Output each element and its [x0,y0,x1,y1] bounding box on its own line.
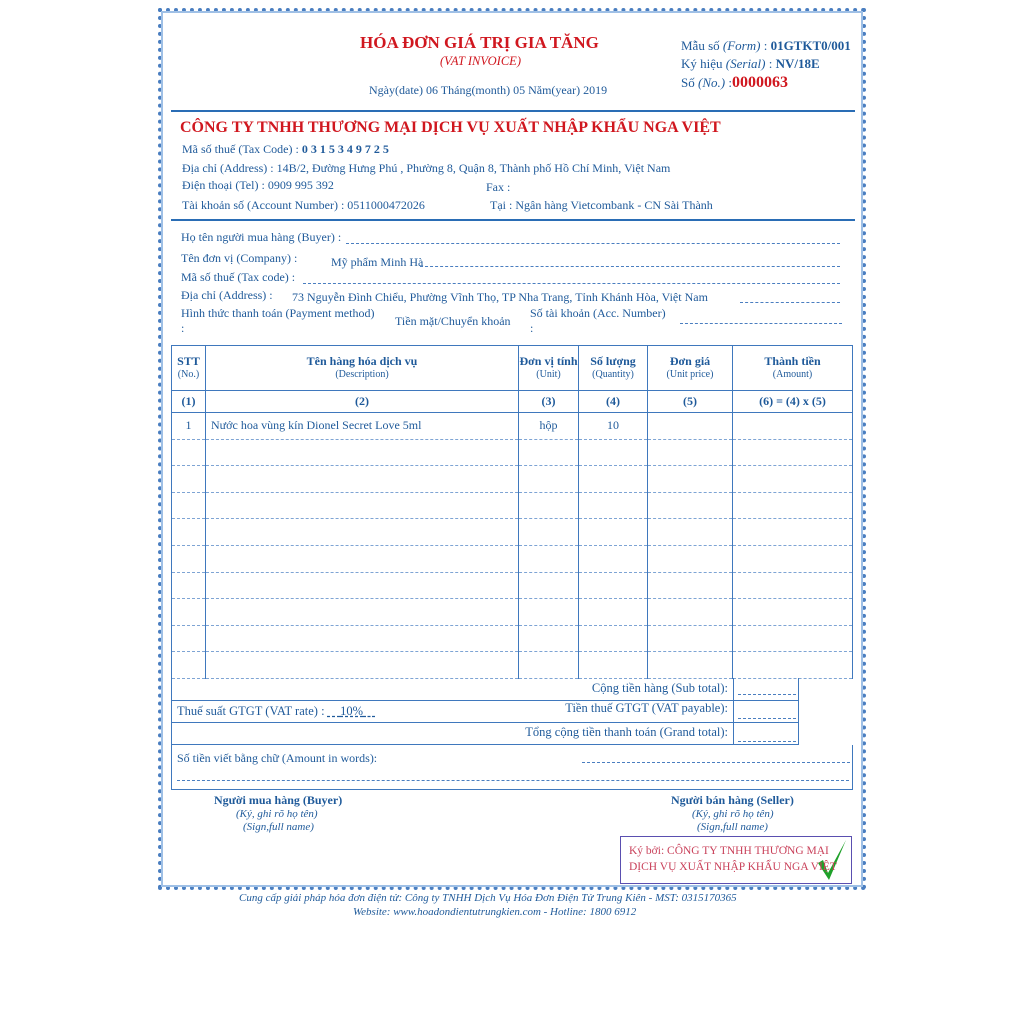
empty-cell [519,545,579,572]
empty-cell [733,492,853,519]
amount-words-field-2[interactable] [177,780,849,781]
cell-amount [733,413,853,440]
empty-cell [733,625,853,652]
tel-value: 0909 995 392 [267,178,334,192]
empty-cell [648,545,733,572]
amount-words-box [171,745,853,790]
empty-cell [206,466,519,493]
col-no: STT (No.) [172,346,206,391]
serial-number: Ký hiệu (Serial) : NV/18E [681,56,820,71]
acc-field[interactable] [680,323,842,324]
buyer-field[interactable] [346,243,840,244]
items-table [171,345,853,679]
day-value: 06 [425,83,438,97]
empty-cell [519,439,579,466]
form-number: Mẫu số (Form) : 01GTKT0/001 [681,38,851,53]
empty-cell [579,492,648,519]
num: (1) [172,391,206,413]
subtotal-row [171,678,799,701]
empty-cell [579,572,648,599]
seller-sign-title: Người bán hàng (Seller) [671,793,794,807]
account-value: 0511000472026 [347,198,425,212]
empty-cell [206,572,519,599]
buyer-sign-sub1: (Ký, ghi rõ họ tên) [236,808,318,820]
col-amount: Thành tiền (Amount) [733,346,853,391]
invoice-subtitle: (VAT INVOICE) [440,54,521,68]
subtotal-label: Cộng tiền hàng (Sub total): [591,681,728,695]
empty-cell [733,466,853,493]
seller-sign-sub1: (Ký, ghi rõ họ tên) [692,808,774,820]
divider [171,219,855,221]
empty-cell [206,492,519,519]
signed-by-line1: Ký bởi: CÔNG TY TNHH THƯƠNG MẠI [629,845,829,857]
payment-label: Hình thức thanh toán (Payment method) [181,306,375,320]
empty-cell [519,519,579,546]
form-en: (Form) [722,38,761,53]
empty-cell [172,545,206,572]
empty-cell [172,519,206,546]
table-row [172,492,853,519]
buyer-tax-label: Mã số thuế (Tax code) : [181,270,296,284]
buyer-tax-field[interactable] [303,283,840,284]
grand-total-row [171,722,799,745]
month-value: 05 [513,83,526,97]
vat-rate-value: 10% [340,704,364,718]
cell-price [648,413,733,440]
account-label: Tài khoản số (Account Number) : [182,198,345,212]
empty-cell [172,599,206,626]
buyer-sign-title: Người mua hàng (Buyer) [214,793,343,807]
empty-cell [519,492,579,519]
empty-cell [733,599,853,626]
empty-cell [206,652,519,679]
buyer-label: Họ tên người mua hàng (Buyer) : [181,230,342,244]
seller-address [182,161,670,176]
empty-cell [733,652,853,679]
seller-fax: Fax : [486,180,511,194]
digital-signature-box[interactable] [620,836,852,884]
serial-value: NV/18E [775,56,820,71]
vat-rate-label: Thuế suất GTGT (VAT rate) : [177,704,325,718]
seller-tax [182,142,389,157]
empty-cell [579,599,648,626]
table-row [172,413,853,440]
tel-label: Điện thoại (Tel) : [182,178,265,192]
company-label: Tên đơn vị (Company) : [181,251,298,265]
company-value: Mỹ phẩm Minh Hà [331,255,424,269]
serial-label: Ký hiệu [681,56,723,71]
company-field[interactable] [420,266,840,267]
empty-cell [579,652,648,679]
col-unit-price: Đơn giá (Unit price) [648,346,733,391]
acc-colon: : [530,321,534,335]
empty-cell [206,545,519,572]
form-value: 01GTKT0/001 [770,38,851,53]
vat-row [171,700,799,723]
empty-cell [648,492,733,519]
empty-cell [648,572,733,599]
empty-cell [519,652,579,679]
empty-cell [579,466,648,493]
serial-en: (Serial) [725,56,766,71]
divider [171,110,855,112]
column-numbers [172,391,853,413]
tax-label: Mã số thuế (Tax Code) : [182,142,299,156]
bank-value: Ngân hàng Vietcombank - CN Sài Thành [515,198,713,212]
empty-cell [733,545,853,572]
seller-tel [182,178,334,193]
empty-cell [579,519,648,546]
year-label: Năm(year) [528,83,581,97]
num: (4) [579,391,648,413]
buyer-address-label: Địa chỉ (Address) : [181,288,273,302]
empty-cell [206,599,519,626]
no-value: 0000063 [731,74,788,91]
tax-value: 0 3 1 5 3 4 9 7 2 5 [301,142,389,156]
vat-rate [177,704,376,719]
bank-label: Tại : [490,198,513,212]
empty-cell [579,545,648,572]
payment-colon: : [181,321,185,335]
cell-quantity: 10 [579,413,648,440]
buyer-address-value: 73 Nguyễn Đình Chiểu, Phường Vĩnh Thọ, TP Nha Trang, Tỉnh Khánh Hòa, Việt Nam [292,290,708,304]
empty-cell [733,572,853,599]
no-label: Số [681,75,695,90]
empty-cell [733,519,853,546]
cell-unit: hộp [519,413,579,440]
table-header [172,346,853,391]
num: (6) = (4) x (5) [733,391,853,413]
acc-label: Số tài khoản (Acc. Number) [530,306,666,320]
empty-cell [648,625,733,652]
num: (5) [648,391,733,413]
seller-account [182,198,425,213]
empty-cell [519,572,579,599]
empty-cell [519,599,579,626]
no-en: (No.) [697,75,726,90]
empty-cell [648,466,733,493]
address-label: Địa chỉ (Address) : [182,161,274,175]
empty-cell [172,652,206,679]
year-value: 2019 [583,83,608,97]
empty-cell [206,625,519,652]
col-unit: Đơn vị tính (Unit) [519,346,579,391]
table-row [172,466,853,493]
col-quantity: Số lượng (Quantity) [579,346,648,391]
invoice-title: HÓA ĐƠN GIÁ TRỊ GIA TĂNG [360,33,599,52]
month-label: Tháng(month) [440,83,511,97]
table-row [172,519,853,546]
seller-bank [490,198,713,213]
empty-cell [733,439,853,466]
footer-website: Website: www.hoadondientutrungkien.com - Hotline: 1800 6912 [353,906,637,918]
signed-by-line2: DỊCH VỤ XUẤT NHẬP KHẨU NGA VIỆT [629,861,837,873]
table-row [172,652,853,679]
amount-words-field[interactable] [582,762,850,763]
seller-sign-sub2: (Sign,full name) [697,821,768,833]
num: (3) [519,391,579,413]
empty-cell [648,652,733,679]
empty-cell [172,572,206,599]
invoice-date [369,83,607,98]
empty-cell [172,466,206,493]
vat-payable-label: Tiền thuế GTGT (VAT payable): [565,701,728,715]
table-row [172,599,853,626]
empty-cell [648,519,733,546]
empty-cell [519,466,579,493]
empty-cell [648,599,733,626]
table-row [172,545,853,572]
invoice-number: Số (No.) :0000063 [681,74,788,91]
empty-cell [206,439,519,466]
table-row [172,625,853,652]
empty-cell [172,492,206,519]
empty-cell [579,439,648,466]
col-description: Tên hàng hóa dịch vụ (Description) [206,346,519,391]
empty-cell [648,439,733,466]
seller-name: CÔNG TY TNHH THƯƠNG MẠI DỊCH VỤ XUẤT NHẬP KHẨU NGA VIỆT [180,119,721,136]
buyer-address-field[interactable] [740,302,840,303]
footer-provider: Cung cấp giải pháp hóa đơn điện tử: Công ty TNHH Dịch Vụ Hóa Đơn Điện Tử Trung Kiên - MST: 0315170365 [239,892,737,904]
amount-words-label: Số tiền viết bằng chữ (Amount in words): [177,751,378,765]
grand-total-label: Tổng cộng tiền thanh toán (Grand total): [525,725,728,739]
cell-description: Nước hoa vùng kín Dionel Secret Love 5ml [206,413,519,440]
day-label: Ngày(date) [369,83,423,97]
empty-cell [206,519,519,546]
empty-cell [579,625,648,652]
num: (2) [206,391,519,413]
empty-cell [172,625,206,652]
table-row [172,572,853,599]
table-row [172,439,853,466]
empty-cell [172,439,206,466]
form-label: Mẫu số [681,38,720,53]
cell-no: 1 [172,413,206,440]
address-value: 14B/2, Đường Hưng Phú , Phường 8, Quận 8, Thành phố Hồ Chí Minh, Việt Nam [276,161,671,175]
buyer-sign-sub2: (Sign,full name) [243,821,314,833]
payment-value: Tiền mặt/Chuyển khoản [395,314,511,328]
empty-cell [519,625,579,652]
